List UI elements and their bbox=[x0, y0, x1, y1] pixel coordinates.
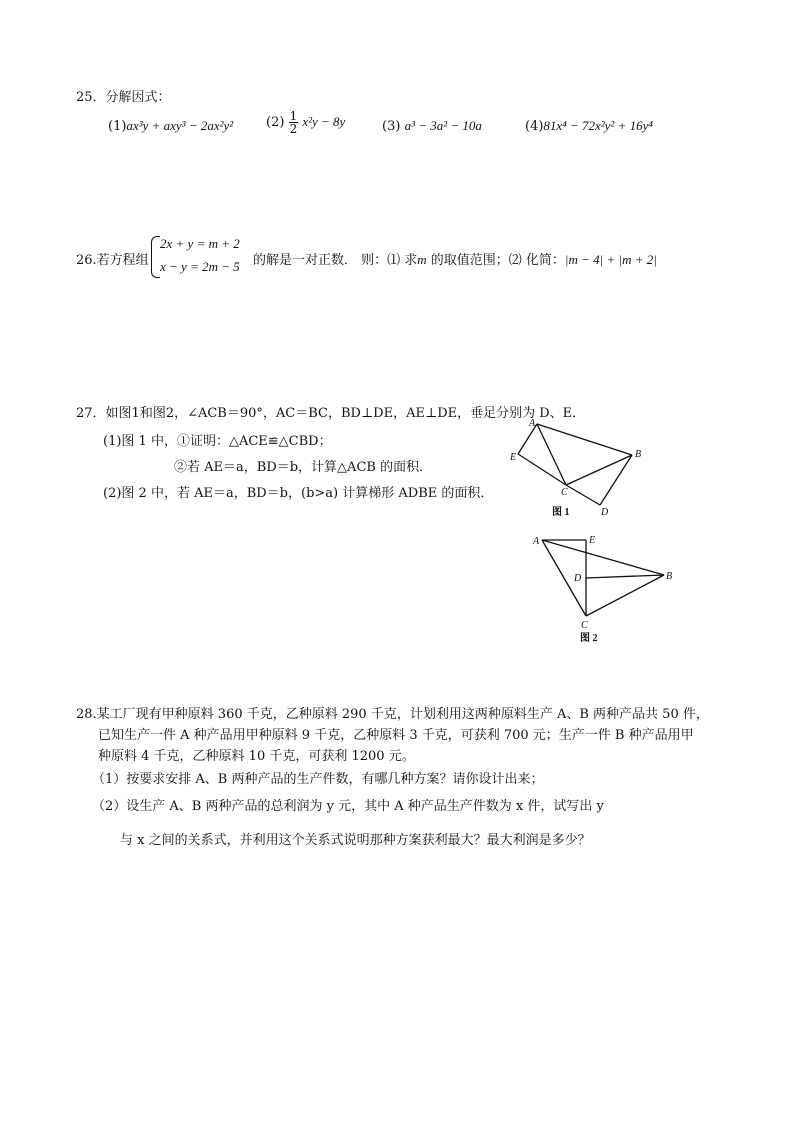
q25-part2-expr: x²y − 8y bbox=[302, 114, 346, 129]
q25-part4 bbox=[525, 118, 653, 134]
q27-sub1: (1)图 1 中，①证明：△ACE≌△CBD； bbox=[103, 434, 332, 449]
q25-part2 bbox=[266, 110, 345, 135]
fig2-label-D: D bbox=[574, 573, 582, 584]
q25-part2-label: (2) bbox=[266, 115, 285, 130]
q27-sub3: (2)图 2 中，若 AE＝a，BD＝b，(b>a) 计算梯形 ADBE 的面积． bbox=[103, 486, 494, 501]
fig1-caption: 图 1 bbox=[552, 507, 570, 518]
fraction-numerator: 1 bbox=[289, 109, 298, 123]
fig1-label-C: C bbox=[561, 487, 568, 498]
q26-mid-text-2: 的取值范围；⑵ 化简： bbox=[426, 253, 565, 268]
q25-title: 25．分解因式： bbox=[76, 90, 171, 105]
q28-line-2: 已知生产一件 A 种产品用甲种原料 9 千克，乙种原料 3 千克，可获利 700 元；生产一件 B 种产品用甲 bbox=[98, 728, 694, 743]
q28-line-1: 28.某工厂现有甲种原料 360 千克，乙种原料 290 千克，计划利用这两种原料生产 A、B 两种产品共 50 件， bbox=[76, 707, 709, 722]
q26-prefix: 26.若方程组 bbox=[76, 253, 149, 268]
q26-statement bbox=[253, 249, 657, 268]
q25-part1 bbox=[108, 118, 233, 134]
fig1-label-E: E bbox=[510, 452, 517, 463]
q28-line-6: 与 x 之间的关系式，并利用这个关系式说明那种方案获利最大？最大利润是多少？ bbox=[120, 833, 591, 848]
q28-line-5: （2）设生产 A、B 两种产品的总利润为 y 元，其中 A 种产品生产件数为 x 件，试写出 y bbox=[92, 799, 604, 814]
q25-part3-label: (3) bbox=[382, 119, 401, 134]
q28-line-4: （1）按要求安排 A、B 两种产品的生产件数，有哪几种方案？请你设计出来； bbox=[92, 772, 544, 787]
fig1-label-D: D bbox=[601, 507, 609, 518]
q25-part1-expr: ax³y + axy³ − 2ax²y² bbox=[126, 118, 234, 133]
fig2-label-C: C bbox=[581, 620, 588, 631]
fig1-segment-CD bbox=[566, 485, 600, 505]
q26-expression: |m − 4| + |m + 2| bbox=[564, 252, 657, 267]
q27-sub2: ②若 AE＝a，BD＝b，计算△ACB 的面积． bbox=[174, 460, 433, 475]
fig2-label-B: B bbox=[666, 571, 673, 582]
q26-equation-1: 2x + y = m + 2 bbox=[160, 236, 240, 251]
figure-2 bbox=[528, 530, 684, 650]
q27-title: 27．如图1和图2，∠ACB＝90°，AC＝BC，BD⊥DE，AE⊥DE，垂足分别为 D、E． bbox=[76, 406, 586, 421]
q26-mid-text: 的解是一对正数． 则：⑴ 求 bbox=[253, 253, 418, 268]
q25-part4-label: (4) bbox=[525, 119, 544, 134]
q25-part4-expr: 81x⁴ − 72x²y² + 16y⁴ bbox=[543, 118, 653, 133]
q26-var-m: m bbox=[417, 252, 427, 267]
fig2-segment-AB bbox=[542, 540, 664, 575]
q25-part3-expr: a³ − 3a² − 10a bbox=[404, 118, 482, 133]
fraction-denominator: 2 bbox=[289, 122, 298, 136]
fig1-label-A: A bbox=[529, 418, 536, 429]
q25-part1-label: (1) bbox=[108, 119, 127, 134]
figure-1 bbox=[500, 415, 660, 527]
q28-line-3: 种原料 4 千克，乙种原料 10 千克，可获利 1200 元。 bbox=[98, 749, 415, 764]
q26-equation-2: x − y = 2m − 5 bbox=[160, 259, 240, 274]
equation-system-brace bbox=[151, 236, 160, 278]
fig2-segment-CB bbox=[586, 575, 664, 616]
fig2-caption: 图 2 bbox=[580, 633, 598, 644]
fig1-segment-AB bbox=[537, 424, 632, 455]
fig2-label-E: E bbox=[589, 535, 596, 546]
fig1-label-B: B bbox=[635, 449, 642, 460]
q25-part2-fraction bbox=[289, 110, 299, 135]
fig2-label-A: A bbox=[533, 536, 540, 547]
fig2-segment-DB bbox=[586, 575, 664, 578]
q25-part3 bbox=[382, 118, 482, 134]
